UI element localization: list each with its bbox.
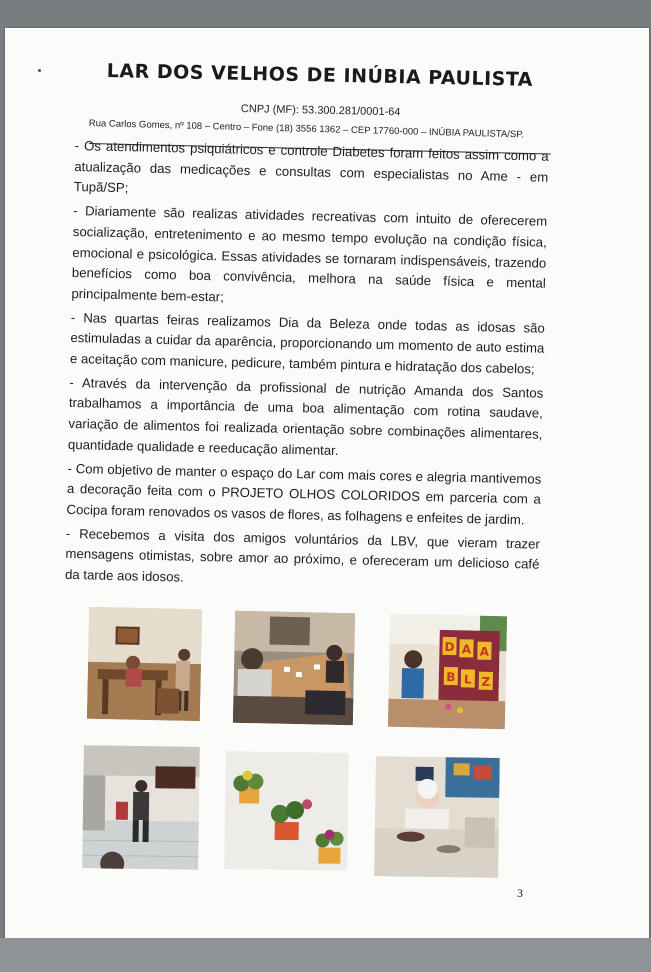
paragraph-decoration: - Com objetivo de manter o espaço do Lar com mais cores e alegria mantivemos a decoração feita com o PROJETO OLHOS COLORIDOS em parceria com a Cocipa foram renovados os vasos de flores, as folhagens e enfeites de jardim. xyxy=(66,460,542,528)
paragraph-psychiatric: - Os atendimentos psiquiátricos e controle Diabetes foram feitos assim como a atualização das medicações e consultas com especialistas no Ame - em Tupã/SP; xyxy=(73,137,549,196)
sign-letter-4: B xyxy=(446,669,456,685)
photo-flower-pots xyxy=(224,751,349,871)
photo-recreation-table xyxy=(233,611,355,725)
photo-dining-room xyxy=(87,607,202,721)
sign-letter-6: Z xyxy=(481,674,491,689)
sign-letter-1: D xyxy=(444,639,455,655)
address-line: Rua Carlos Gomes, nº 108 – Centro – Fone (18) 3556 1362 – CEP 17760-000 – INÚBIA PAULISTA/SP. xyxy=(88,118,525,141)
scan-background xyxy=(0,938,651,972)
photo-beauty-day-sign xyxy=(388,614,507,729)
paragraph-lbv-visit: - Recebemos a visita dos amigos voluntários da LBV, que vieram trazer mensagens otimistas, sobre amor ao próximo, e ofereceram um delicioso café da tarde aos idosos. xyxy=(64,525,541,585)
document-title: LAR DOS VELHOS DE INÚBIA PAULISTA xyxy=(106,60,534,91)
page-number: 3 xyxy=(517,886,523,900)
body-text xyxy=(65,136,549,596)
paragraph-nutrition: - Através da intervenção da profissional de nutrição Amanda dos Santos trabalhamos a importância de uma boa alimentação com rotina saudave, variação de alimentos foi realizada orientação sobre combinações alimentares, quantidade qualidade e reeducação alimentar. xyxy=(67,374,544,458)
cnpj-line: CNPJ (MF): 53.300.281/0001-64 xyxy=(240,103,401,119)
photo-resident-portrait xyxy=(374,756,500,878)
photo-hallway xyxy=(82,745,200,870)
paragraph-recreation: - Diariamente são realizas atividades recreativas com intuito de oferecerem socialização, entretenimento e ao mesmo tempo evolução na condição física, emocional e psicológica. Essas atividades se tornaram indispensáveis, trazendo benefícios como boa convivência, melhora na saúde física e mental principalmente bem-estar; xyxy=(71,203,548,305)
scan-speck xyxy=(38,69,41,72)
paragraph-beauty-day: - Nas quartas feiras realizamos Dia da Beleza onde todas as idosas são estimuladas a cuidar da aparência, proporcionando um momento de auto estima e aceitação com manicure, pedicure, também pintura e hidratação dos cabelos; xyxy=(69,309,545,377)
sign-letter-3: A xyxy=(479,644,490,659)
sign-letter-2: A xyxy=(461,642,472,657)
sign-letter-5: L xyxy=(463,672,472,687)
